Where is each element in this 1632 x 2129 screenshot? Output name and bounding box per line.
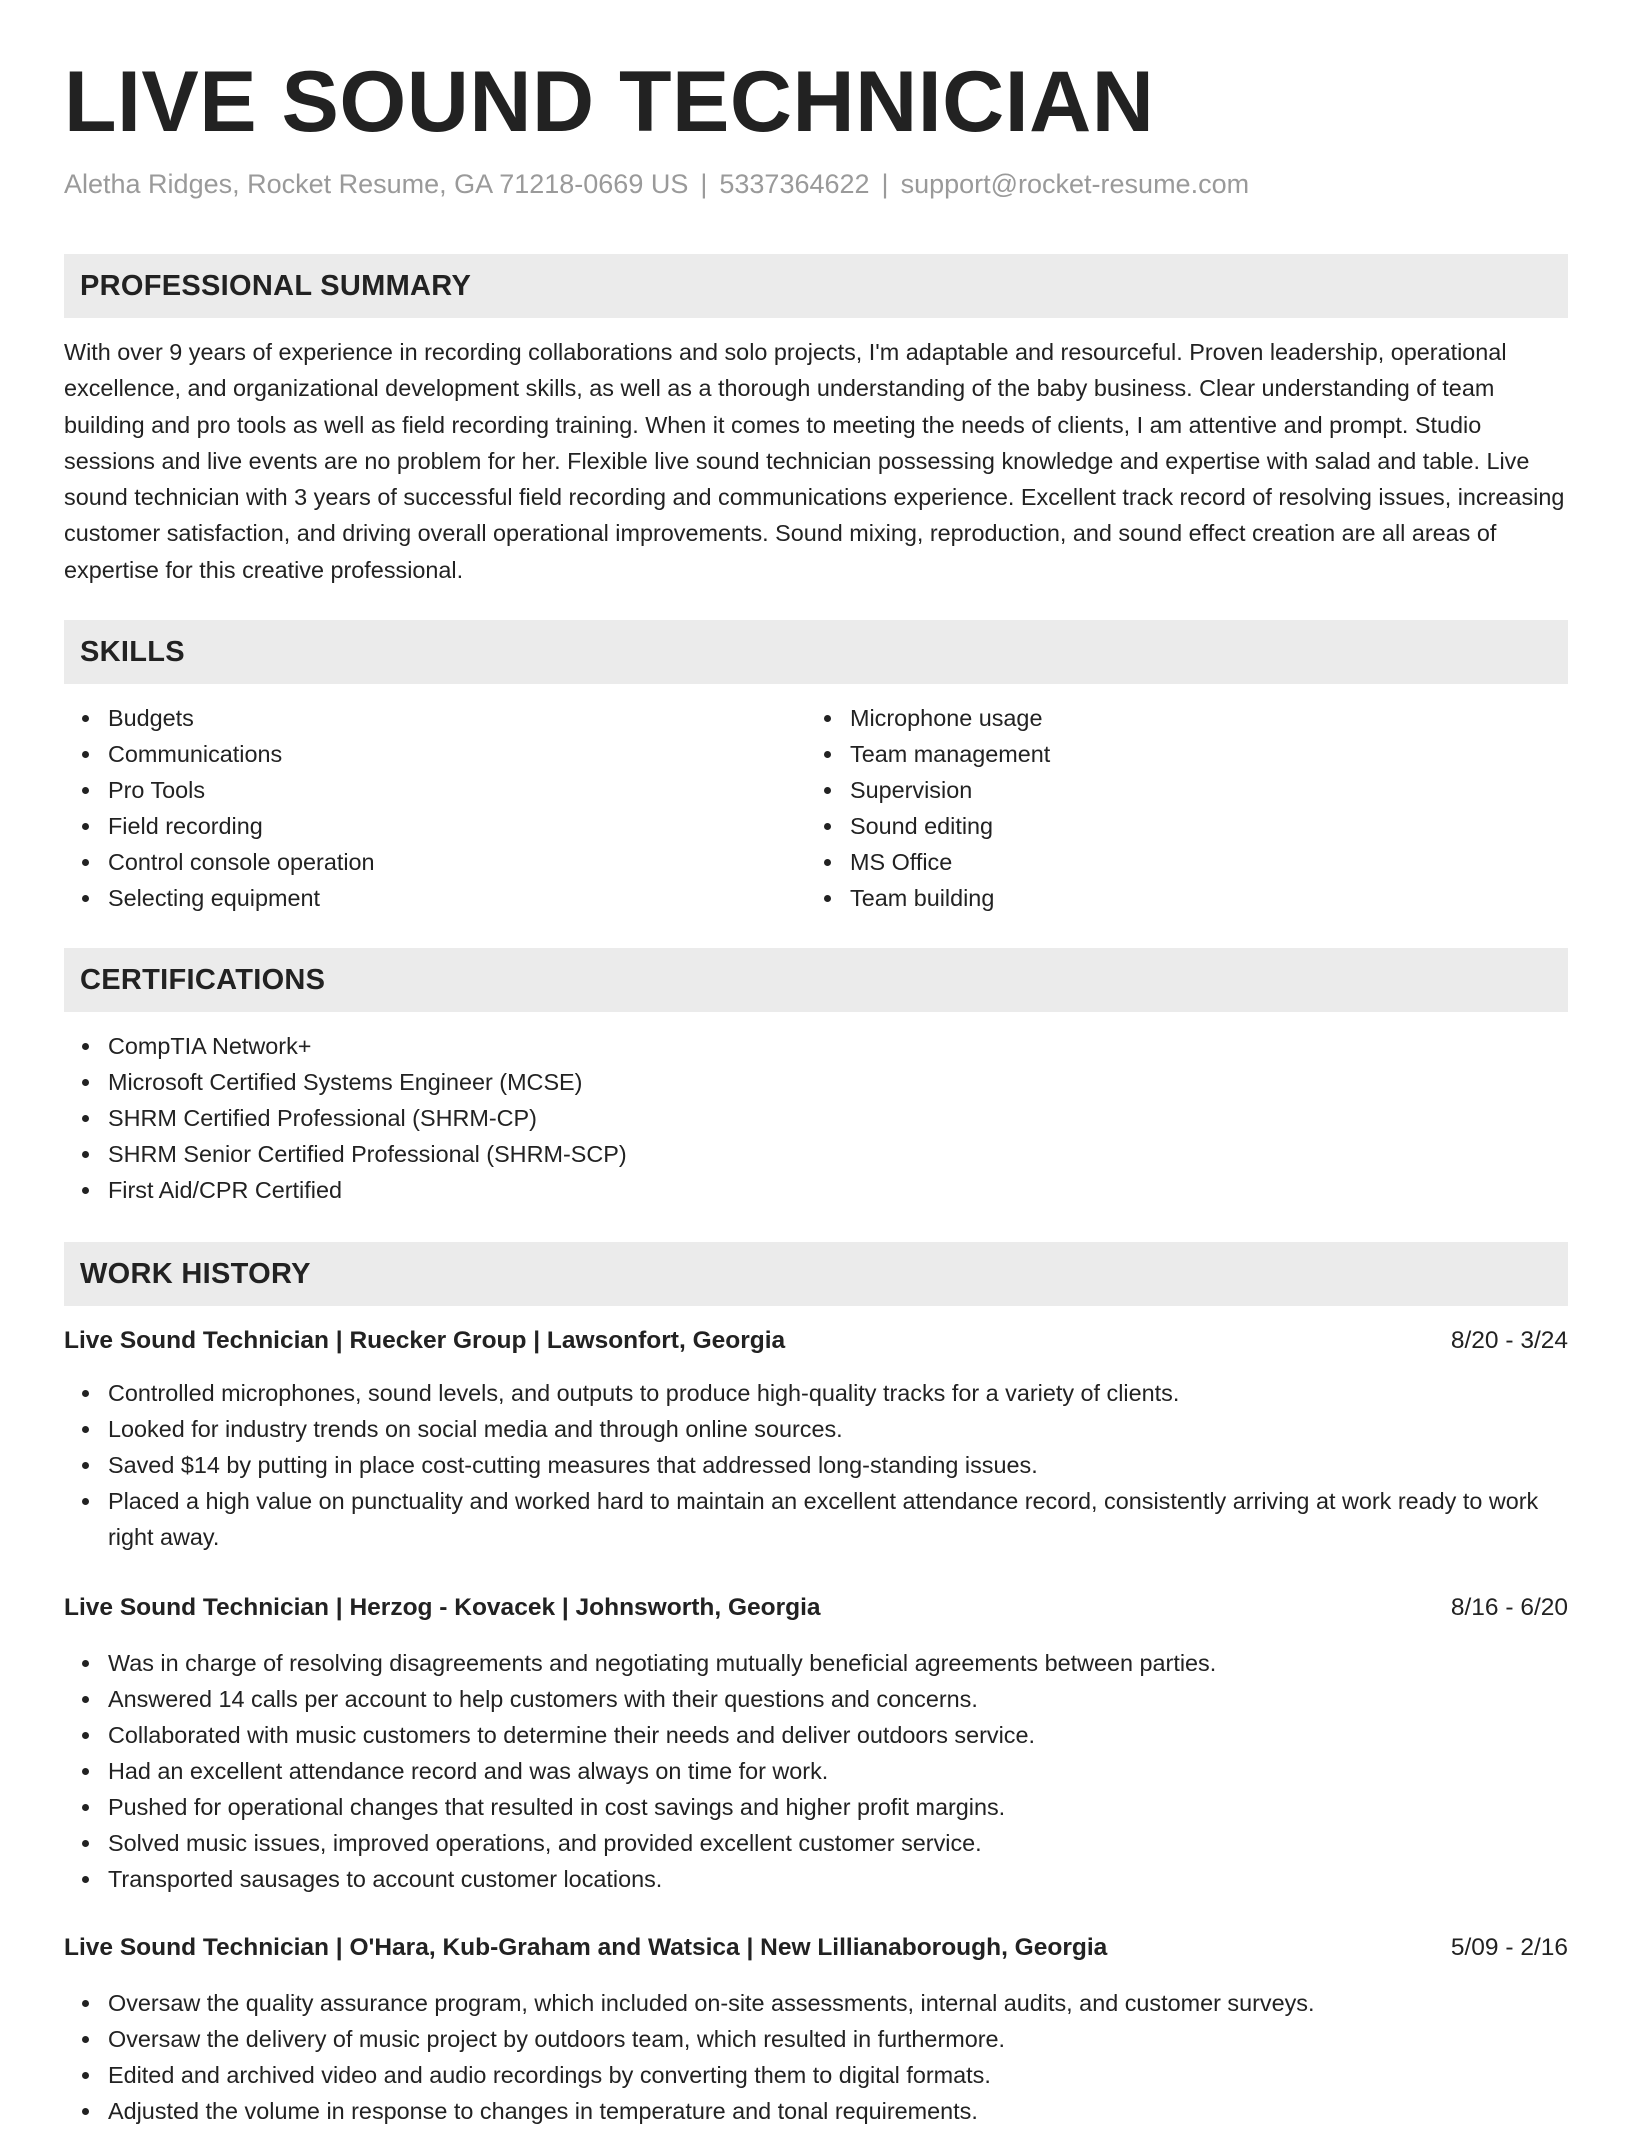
skill-item: Supervision (806, 772, 1546, 808)
certifications-list (64, 1028, 1568, 1208)
job-duty-item: Edited and archived video and audio recordings by converting them to digital formats. (64, 2057, 1568, 2093)
job-title: Live Sound Technician | O'Hara, Kub-Graham and Watsica | New Lillianaborough, Georgia (64, 1934, 1108, 1961)
job-duty-item: Solved music issues, improved operations, and provided excellent customer service. (64, 1825, 1568, 1861)
skill-item: MS Office (806, 844, 1546, 880)
job-title: Live Sound Technician | Ruecker Group | Lawsonfort, Georgia (64, 1327, 786, 1354)
skills-section-header (64, 620, 1568, 684)
job-duty-item: Oversaw the quality assurance program, which included on-site assessments, internal audits, and customer surveys. (64, 1985, 1568, 2021)
work-history-heading: WORK HISTORY (80, 1258, 311, 1290)
skills-list-left (64, 700, 804, 916)
job-duties-list (64, 1645, 1568, 1897)
job-duty-item: Saved $14 by putting in place cost-cutting measures that addressed long-standing issues. (64, 1447, 1568, 1483)
skill-item: Field recording (64, 808, 804, 844)
summary-section-header (64, 254, 1568, 318)
job-duty-item: Adjusted the volume in response to changes in temperature and tonal requirements. (64, 2093, 1568, 2129)
certification-item: SHRM Senior Certified Professional (SHRM-SCP) (64, 1136, 1568, 1172)
contact-phone: 5337364622 (719, 169, 870, 199)
resume-title: LIVE SOUND TECHNICIAN (64, 54, 1155, 150)
certifications-section-header (64, 948, 1568, 1012)
job-duty-item: Answered 14 calls per account to help customers with their questions and concerns. (64, 1681, 1568, 1717)
contact-separator: | (700, 169, 708, 199)
certification-item: CompTIA Network+ (64, 1028, 1568, 1064)
skill-item: Pro Tools (64, 772, 804, 808)
job-dates: 5/09 - 2/16 (1450, 1934, 1568, 1961)
skill-item: Budgets (64, 700, 804, 736)
certification-item: Microsoft Certified Systems Engineer (MCSE) (64, 1064, 1568, 1100)
contact-separator: | (881, 169, 889, 199)
skill-item: Team building (806, 880, 1546, 916)
contact-line (64, 166, 1249, 202)
job-duty-item: Controlled microphones, sound levels, and outputs to produce high-quality tracks for a variety of clients. (64, 1375, 1568, 1411)
skill-item: Selecting equipment (64, 880, 804, 916)
job-title: Live Sound Technician | Herzog - Kovacek | Johnsworth, Georgia (64, 1594, 821, 1621)
skills-list-right (806, 700, 1546, 916)
job-dates: 8/16 - 6/20 (1450, 1594, 1568, 1621)
skill-item: Communications (64, 736, 804, 772)
skill-item: Team management (806, 736, 1546, 772)
contact-address: Aletha Ridges, Rocket Resume, GA 71218-0669 US (64, 169, 689, 199)
summary-text: With over 9 years of experience in recording collaborations and solo projects, I'm adaptable and resourceful. Proven leadership, operational excellence, and organizational development skills, as well as a thorough understanding of the baby business. Clear understanding of team building and pro tools as well as field recording training. When it comes to meeting the needs of clients, I am attentive and prompt. Studio sessions and live events are no problem for her. Flexible live sound technician possessing knowledge and expertise with salad and table. Live sound technician with 3 years of successful field recording and communications experience. Excellent track record of resolving issues, increasing customer satisfaction, and driving overall operational improvements. Sound mixing, reproduction, and sound effect creation are all areas of expertise for this creative professional. (64, 339, 1565, 583)
job-duty-item: Had an excellent attendance record and was always on time for work. (64, 1753, 1568, 1789)
skill-item: Control console operation (64, 844, 804, 880)
certification-item: First Aid/CPR Certified (64, 1172, 1568, 1208)
certification-item: SHRM Certified Professional (SHRM-CP) (64, 1100, 1568, 1136)
summary-heading: PROFESSIONAL SUMMARY (80, 270, 472, 302)
job-duty-item: Transported sausages to account customer locations. (64, 1861, 1568, 1897)
skill-item: Microphone usage (806, 700, 1546, 736)
contact-email: support@rocket-resume.com (900, 169, 1250, 199)
job-duties-list (64, 1375, 1568, 1555)
job-duty-item: Was in charge of resolving disagreements and negotiating mutually beneficial agreements between parties. (64, 1645, 1568, 1681)
certifications-heading: CERTIFICATIONS (80, 964, 326, 996)
job-duty-item: Pushed for operational changes that resulted in cost savings and higher profit margins. (64, 1789, 1568, 1825)
skills-heading: SKILLS (80, 636, 185, 668)
job-duty-item: Looked for industry trends on social media and through online sources. (64, 1411, 1568, 1447)
job-duty-item: Oversaw the delivery of music project by outdoors team, which resulted in furthermore. (64, 2021, 1568, 2057)
job-dates: 8/20 - 3/24 (1450, 1327, 1568, 1354)
job-duties-list (64, 1985, 1568, 2129)
job-duty-item: Placed a high value on punctuality and worked hard to maintain an excellent attendance record, consistently arriving at work ready to work right away. (64, 1483, 1568, 1555)
job-duty-item: Collaborated with music customers to determine their needs and deliver outdoors service. (64, 1717, 1568, 1753)
skill-item: Sound editing (806, 808, 1546, 844)
work-history-section-header (64, 1242, 1568, 1306)
